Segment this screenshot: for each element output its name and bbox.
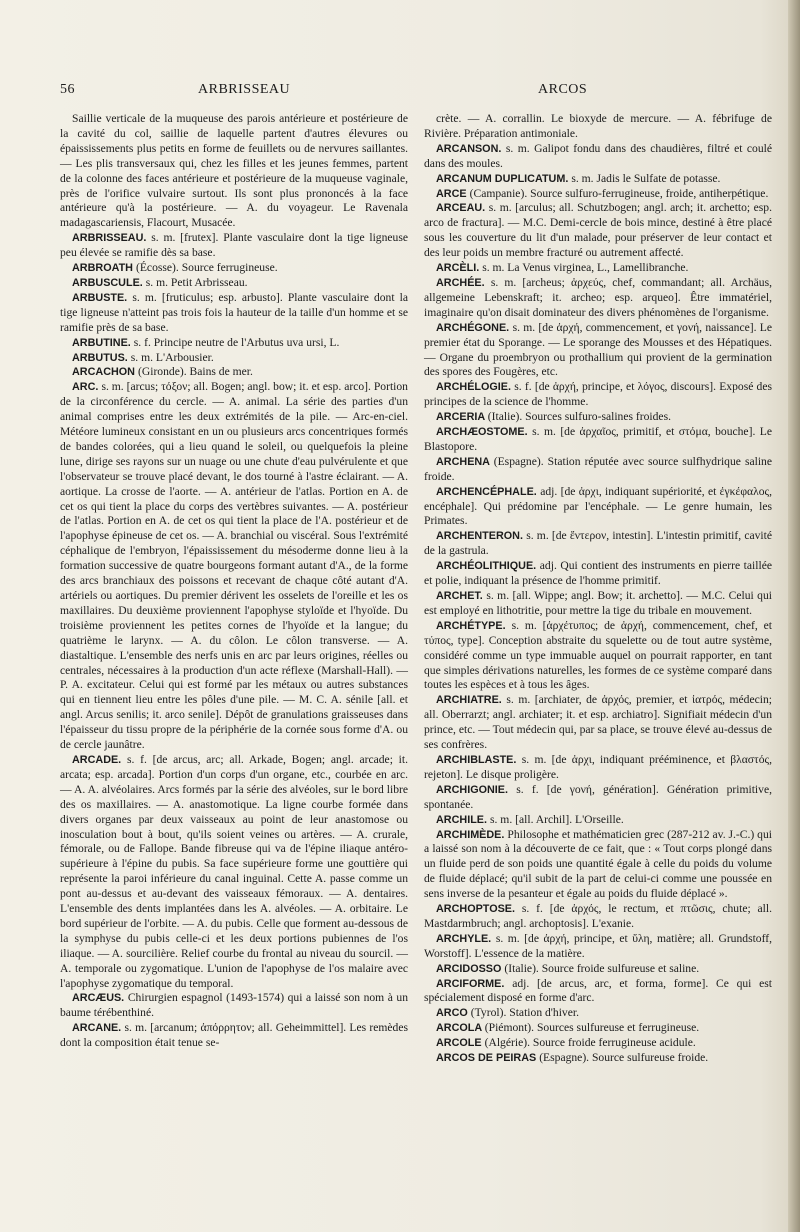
entry-body: s. m. La Venus virginea, L., Lamellibranche.: [482, 261, 689, 275]
entry-headword: ARCHÉGONE.: [436, 321, 513, 334]
running-head-first-word: ARBRISSEAU: [198, 82, 291, 97]
entry-text: [424, 753, 772, 783]
entry-body: (Piémont). Sources sulfureuse et ferrugineuse.: [484, 1021, 700, 1035]
entry-body: s. m. [fruticulus; esp. arbusto]. Plante vasculaire dont la tige ligneuse n'atteint pas trois fois la hauteur de la taille d'un homme et se ramifie près de sa base.: [60, 290, 408, 334]
entry-text: [424, 902, 772, 932]
entry-text: [60, 261, 408, 276]
entry-body: s. m. [arcus; τόξον; all. Bogen; angl. bow; it. et esp. arco]. Portion de la circonférence du cercle. — A. animal. La série des parties d'un animal comprises entre les deux extrémités de la pile. — Arc-en-ciel. Météore lumineux consistant en un ou plusieurs arcs concentriques formés de bandes colorées, qui a lieu quand le soleil, ou quelquefois la pleine lune, dirige ses rayons sur un nuage ou une chute d'eau pulvérulente et que l'observateur se trouve placé devant, le dos tourné à l'astre éclairant. — A. aortique. La crosse de l'aorte. — A. antérieur de l'atlas. Portion en A. de cet os qui tient la place du corps des vertèbres suivantes. — A. postérieur de l'atlas. Portion en A. de cet os qui tient la place de l'A. postérieur et de l'apophyse épineuse de cet os. — A. branchial ou viscéral. Sous l'extrémité céphalique de l'embryon, l'épaississement du mésoderme donne lieu à la formation successive de quatre bourgeons formant autant d'A., de la forme des arcs branchiaux des poissons et recevant de chaque côté autant d'A. artériels ou aortiques. Du premier dérivent les osselets de l'oreille et les os maxillaires. Du deuxième proviennent l'apophyse styloïde et l'hyoïde. Du troisième proviennent les petites cornes de l'hyoïde et la langue; du quatrième le larynx. — A. du côlon. Le côlon transverse. — A. diastaltique. L'ensemble des nerfs unis en arc par leurs origines, réelles ou centrales, nécessaires à la production d'un acte réflexe (Marshall-Hall). — P. A. excitateur. Celui qui est formé par les métaux ou autres substances qui en tiennent lieu entre les pôles d'une pile. — M. C. A. sénile [all. et angl. Arcus senilis; it. arco senile]. Dépôt de granulations graisseuses dans l'épaisseur du tissu propre de la périphérie de la cornée sous forme d'A. ou de cercle jaunâtre.: [60, 380, 408, 752]
entry-text: [424, 932, 772, 962]
entry-headword: ARCHIATRE.: [436, 694, 507, 707]
entry-body: s. f. [de ἀρχός, le rectum, et πτῶσις, chute; all. Mastdarmbruch; angl. archoptosis]. L'exanie.: [424, 902, 772, 930]
entry-headword: ARCERIA: [436, 411, 488, 424]
entry-body: s. m. [de ἀρχή, principe, et ὕλη, matière; all. Grundstoff, Worstoff]. L'essence de la matière.: [424, 931, 773, 960]
book-spine-edge: [788, 0, 800, 1232]
entry-body: s. f. Principe neutre de l'Arbutus uva ursi, L.: [133, 335, 340, 349]
entry-text: [60, 351, 408, 366]
entry-body: (Italie). Source froide sulfureuse et saline.: [504, 961, 700, 975]
entry-body: adj. Qui contient des instruments en pierre taillée et polie, indiquant la présence de l'homme primitif.: [424, 559, 772, 588]
entry-headword: ARCHÉTYPE.: [436, 619, 512, 632]
entry-body: (Campanie). Source sulfuro-ferrugineuse, froide, antiherpétique.: [469, 186, 769, 200]
entry-headword: ARCIFORME.: [436, 977, 513, 990]
entry-text: [60, 380, 408, 753]
entry-text: [60, 1021, 408, 1051]
entry-body: s. m. [all. Archil]. L'Orseille.: [490, 812, 624, 826]
entry-text: Saillie verticale de la muqueuse des parois antérieure et postérieure de la cavité du col, saillie de laquelle partent d'autres élevures ou épaississements plus petits en forme de feuillets ou de nervures saillantes. — Les plis transversaux qui, chez les filles et les jeunes femmes, partent de la colonne des faces antérieure et postérieure de la muqueuse vaginale, près de l'orifice vulvaire surtout. Ils sont plus prononcés à la face antérieure qu'à la postérieure. — A. du voyageur. Le Ravenala madagascariensis, Flacourt, Musacée.: [60, 112, 408, 230]
entry-headword: ARCHENTERON.: [436, 530, 527, 543]
entry-text: [424, 455, 772, 485]
entry-text: [424, 977, 772, 1007]
entry-headword: ARBRISSEAU.: [72, 232, 152, 245]
entry-body: s. f. [de arcus, arc; all. Arkade, Bogen; angl. arcade; it. arcata; esp. arcada]. Portion d'un corps d'un organe, etc., courbée en arc. — A. A. alvéolaires. Arcs formés par la série des alvéoles, sur le bord libre des os maxillaires. — A. anastomotique. La ligne courbe formée dans divers organes par deux vaisseaux au point de leur anastomose ou inosculation bout à bout, qu'ils soient veines ou artères. — A. crurale, fémorale, ou de Fallope. Bande fibreuse qui va de l'épine iliaque antéro-supérieure à l'épine du pubis. Sa face supérieure forme une gouttière qui représente la paroi inférieure du canal inguinal. Cette A. passe comme un pont au-dessus et au-devant des vaisseaux fémoraux. — A. dentaires. L'ensemble des dents implantées dans les A. alvéoles. — A. orbitaire. Le bord supérieur de l'orbite. — A. du pubis. Celle que forment au-dessous de la symphyse du pubis celle-ci et les deux portions pubiennes de l'os iliaque. — A. sourcilière. Relief courbe du frontal au niveau du sourcil. — A. temporale ou zygomatique. L'union de l'apophyse de l'os malaire avec l'apophyse zygomatique du temporal.: [60, 752, 408, 990]
entry-body: s. f. [de ἀρχή, principe, et λόγος, discours]. Exposé des principes de la science de l'homme.: [424, 380, 773, 409]
entry-text: [424, 693, 772, 753]
entry-headword: ARBUTINE.: [72, 336, 134, 349]
entry-text: [424, 619, 772, 694]
entry-body: Philosophe et mathématicien grec (287-212 av. J.-C.) qui a laissé son nom à la découverte de ce fait, que : « Tout corps plongé dans un fluide perd de son poids une quantité égale à celle du poids du volume de fluide déplacé; qu'il subit de la part de celui-ci comme une poussée en sens inverse de la pesanteur et égale au poids du fluide déplacé ».: [424, 827, 772, 901]
entry-text: [60, 336, 408, 351]
entry-text: [60, 365, 408, 380]
entry-text: [424, 813, 772, 828]
entry-text: [424, 1006, 772, 1021]
entry-body: s. m. L'Arbousier.: [130, 350, 214, 364]
entry-body: s. m. Jadis le Sulfate de potasse.: [571, 171, 721, 185]
entry-headword: ARCIDOSSO: [436, 962, 505, 975]
entry-text: [424, 783, 772, 813]
entry-text: [424, 261, 772, 276]
entry-headword: ARCOLE: [436, 1037, 485, 1050]
entry-text: [424, 380, 772, 410]
entry-text: [424, 828, 772, 903]
entry-text: [424, 589, 772, 619]
entry-text: [424, 187, 772, 202]
entry-body: (Algérie). Source froide ferrugineuse acidule.: [484, 1036, 696, 1050]
entry-body: s. m. [archeus; ἀρχεύς, chef, commandant; all. Archäus, allgemeine Lebenskraft; it. archeo; esp. arqueo]. Être immatériel, imaginaire qu'on disait dominateur des divers phénomènes de l'organisme.: [424, 275, 772, 319]
entry-body: adj. [de ἀρχι, indiquant supériorité, et ἐγκέφαλος, encéphale]. Qui prédomine par l'encéphale. — Le genre humain, les Primates.: [424, 484, 773, 528]
entry-headword: ARCHENCÉPHALE.: [436, 485, 541, 498]
entry-body: s. m. [all. Wippe; angl. Bow; it. archetto]. — M.C. Celui qui est employé en lithotritie, pour mettre la tige du tribale en mouvement.: [424, 589, 772, 617]
entry-text: [424, 485, 772, 530]
entry-body: s. m. Galipot fondu dans des chaudières, filtré et coulé dans des moules.: [424, 141, 772, 170]
entry-body: s. m. [frutex]. Plante vasculaire dont la tige ligneuse peu élevée se ramifie dès sa base.: [60, 231, 408, 260]
entry-headword: ARCHÉLOGIE.: [436, 381, 515, 394]
entry-body: s. f. [de γονή, génération]. Génération primitive, spontanée.: [424, 782, 772, 811]
entry-headword: ARBUSTE.: [72, 291, 133, 304]
entry-body: s. m. [arculus; all. Schutzbogen; angl. arch; it. archetto; esp. arco de fractura]. — M.C. Demi-cercle de bois mince, destiné à être placé sous les couverture du lit d'un malade, pour préserver de leur contact et des leur poids un membre fracturé ou autrement affecté.: [424, 201, 773, 260]
entry-text: [60, 231, 408, 261]
entry-body: s. m. [de ἔντερον, intestin]. L'intestin primitif, cavité de la gastrula.: [424, 529, 772, 558]
entry-body: (Gironde). Bains de mer.: [137, 365, 253, 379]
entry-text: [60, 291, 408, 336]
entry-text: [60, 276, 408, 291]
entry-text: [424, 142, 772, 172]
entry-text: [60, 991, 408, 1021]
page-number: 56: [60, 82, 75, 97]
entry-body: (Écosse). Source ferrugineuse.: [135, 261, 278, 275]
left-column: [60, 112, 408, 1051]
right-column: [424, 112, 772, 1066]
entry-text: [424, 172, 772, 187]
entry-headword: ARCHIGONIE.: [436, 783, 517, 796]
entry-headword: ARCÈLI.: [436, 262, 483, 275]
entry-body: s. m. [arcanum; ἀπόρρητον; all. Geheimmittel]. Les remèdes dont la composition était tenue se-: [60, 1021, 409, 1050]
page-header: [60, 82, 760, 102]
entry-headword: ARCOLA: [436, 1022, 485, 1035]
entry-headword: ARCHÉE.: [436, 276, 491, 289]
entry-body: s. m. [de ἀρχή, commencement, et γονή, naissance]. Le premier état du Sporange. — Le sporange des Mousses et des Hépatiques. — Organe du proembryon ou prothallium qui provient de la germination des spores des Fougères, etc.: [424, 320, 772, 379]
entry-body: Chirurgien espagnol (1493-1574) qui a laissé son nom à un baume térébenthiné.: [60, 991, 409, 1020]
entry-text: [424, 1021, 772, 1036]
entry-headword: ARCHÉOLITHIQUE.: [436, 560, 540, 573]
entry-headword: ARCE: [436, 187, 470, 200]
entry-text: [424, 201, 772, 261]
entry-headword: ARCHET.: [436, 590, 487, 602]
entry-headword: ARCANE.: [72, 1022, 125, 1035]
entry-body: s. m. Petit Arbrisseau.: [145, 275, 248, 289]
entry-headword: ARBUSCULE.: [72, 276, 146, 289]
entry-body: s. m. [de ἀρχι, indiquant prééminence, et βλαστός, rejeton]. Le disque proligère.: [424, 752, 772, 781]
entry-headword: ARCHILE.: [436, 813, 490, 826]
entry-headword: ARCHIBLASTE.: [436, 753, 522, 766]
entry-text: [424, 410, 772, 425]
entry-body: (Tyrol). Station d'hiver.: [470, 1006, 579, 1020]
entry-headword: ARCADE.: [72, 753, 128, 766]
entry-text: [424, 1036, 772, 1051]
entry-text: [424, 1051, 772, 1066]
entry-headword: ARBUTUS.: [72, 351, 131, 364]
entry-body: (Espagne). Station réputée avec source sulfhydrique saline froide.: [424, 454, 772, 483]
entry-headword: ARCANUM DUPLICATUM.: [436, 172, 572, 185]
entry-text: [424, 276, 772, 321]
entry-headword: ARCANSON.: [436, 142, 506, 155]
entry-text: [424, 962, 772, 977]
entry-headword: ARC.: [72, 381, 102, 394]
entry-headword: ARCÆUS.: [72, 992, 128, 1005]
entry-headword: ARCHÆOSTOME.: [436, 426, 533, 439]
entry-text: [424, 321, 772, 381]
entry-headword: ARCEAU.: [436, 202, 489, 215]
entry-headword: ARCHIMÈDE.: [436, 828, 508, 841]
entry-headword: ARBROATH: [72, 262, 136, 275]
entry-headword: ARCHYLE.: [436, 932, 496, 945]
entry-body: adj. [de arcus, arc, et forma, forme]. Ce qui est spécialement disposé en forme d'arc.: [424, 976, 772, 1005]
entry-headword: ARCHOPTOSE.: [436, 903, 522, 916]
entry-text: [424, 559, 772, 589]
entry-body: s. m. [de ἀρχαῖος, primitif, et στόμα, bouche]. Le Blastopore.: [424, 425, 772, 453]
running-head-last-word: ARCOS: [538, 82, 588, 97]
entry-text: crète. — A. corrallin. Le bioxyde de mercure. — A. fébrifuge de Rivière. Préparation antimoniale.: [424, 112, 772, 140]
entry-body: s. m. [ἀρχέτυπος; de ἀρχή, commencement, chef, et τύπος, type]. Conception abstraite du squelette ou de tout autre système, considéré comme un type immuable auquel on pourrait rapporter, en tant que simples dérivations naturelles, les formes de ce système comparé dans toutes les espèces et à tous les âges.: [424, 618, 772, 692]
entry-body: (Italie). Sources sulfuro-salines froides.: [487, 410, 671, 424]
entry-headword: ARCHENA: [436, 455, 494, 468]
entry-text: [424, 529, 772, 559]
entry-body: (Espagne). Source sulfureuse froide.: [539, 1051, 709, 1065]
entry-text: [424, 425, 772, 455]
entry-headword: ARCO: [436, 1007, 471, 1020]
entry-headword: ARCACHON: [72, 366, 138, 379]
entry-text: [60, 753, 408, 992]
entry-body: s. m. [archiater, de ἀρχός, premier, et ἰατρός, médecin; all. Oberrarzt; angl. archiater; it. et esp. archiatro]. Signifiait médecin d'un prince, etc. — Tout médecin qui, par sa place, se trouve élevé au-dessus de ses confrères.: [424, 693, 772, 752]
entry-headword: ARCOS DE PEIRAS: [436, 1052, 540, 1065]
